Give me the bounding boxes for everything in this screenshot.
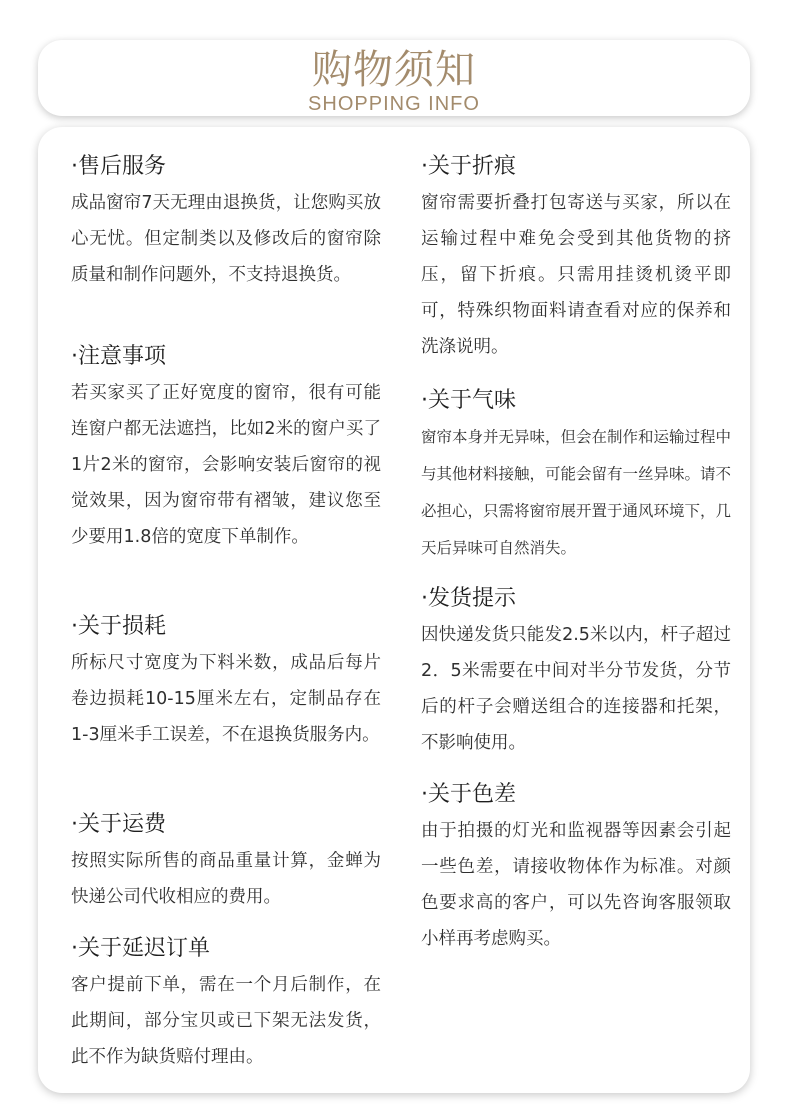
section-body: 所标尺寸宽度为下料米数，成品后每片卷边损耗10-15厘米左右，定制品存在1-3厘米手工误差，不在退换货服务内。 xyxy=(71,653,381,745)
section-body: 若买家买了正好宽度的窗帘，很有可能连窗户都无法遮挡，比如2米的窗户买了1片2米的窗帘，会影响安装后窗帘的视觉效果，因为窗帘带有褶皱，建议您至少要用1.8倍的宽度下单制作。 xyxy=(71,383,381,547)
section-body: 窗帘本身并无异味，但会在制作和运输过程中与其他材料接触，可能会留有一丝异味。请不必担心，只需将窗帘展开置于通风环境下，几天后异味可自然消失。 xyxy=(421,428,732,557)
section-title: ·售后服务 xyxy=(71,154,166,179)
section-body: 按照实际所售的商品重量计算，金蝉为快递公司代收相应的费用。 xyxy=(71,851,381,907)
section-body: 因快递发货只能发2.5米以内，杆子超过2．5米需要在中间对半分节发货，分节后的杆子会赠送组合的连接器和托架，不影响使用。 xyxy=(421,625,731,753)
section-notice xyxy=(71,341,381,555)
info-card xyxy=(38,127,750,1093)
section-title: ·关于气味 xyxy=(421,388,516,413)
section-delivery-tips xyxy=(421,583,731,761)
section-title: ·关于损耗 xyxy=(71,614,166,639)
section-body: 由于拍摄的灯光和监视器等因素会引起一些色差，请接收物体作为标准。对颜色要求高的客户，可以先咨询客服领取小样再考虑购买。 xyxy=(421,821,731,949)
section-title: ·关于色差 xyxy=(421,782,516,807)
section-title: ·关于延迟订单 xyxy=(71,936,210,961)
section-title: ·发货提示 xyxy=(421,586,516,611)
section-title: ·关于折痕 xyxy=(421,154,516,179)
section-title: ·关于运费 xyxy=(71,812,166,837)
section-crease xyxy=(421,151,731,365)
section-loss xyxy=(71,611,381,753)
section-title: ·注意事项 xyxy=(71,344,166,369)
section-color-difference xyxy=(421,779,731,957)
section-smell xyxy=(421,385,731,567)
section-after-sales xyxy=(71,151,381,293)
section-body: 窗帘需要折叠打包寄送与买家，所以在运输过程中难免会受到其他货物的挤压，留下折痕。只需用挂烫机烫平即可，特殊织物面料请查看对应的保养和洗涤说明。 xyxy=(421,193,731,357)
page-title: 购物须知 xyxy=(312,47,476,93)
section-body: 客户提前下单，需在一个月后制作，在此期间，部分宝贝或已下架无法发货，此不作为缺货赔付理由。 xyxy=(71,975,381,1067)
page-subtitle: SHOPPING INFO xyxy=(308,93,480,115)
section-body: 成品窗帘7天无理由退换货，让您购买放心无忧。但定制类以及修改后的窗帘除质量和制作问题外，不支持退换货。 xyxy=(71,193,381,285)
header-card xyxy=(38,40,750,116)
section-shipping-fee xyxy=(71,809,381,915)
section-delayed-order xyxy=(71,933,381,1075)
